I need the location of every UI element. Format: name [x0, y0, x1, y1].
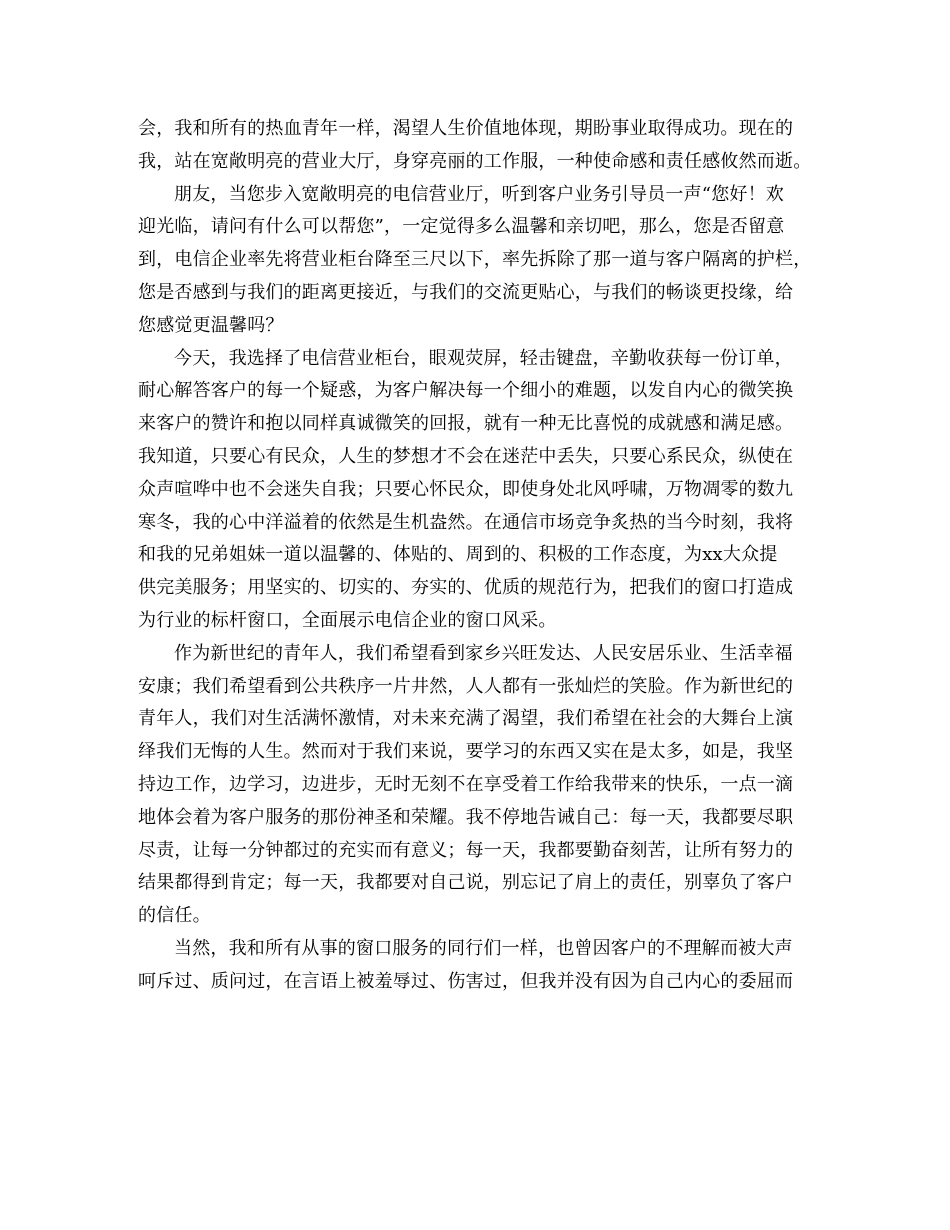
- text-line: 青年人，我们对生活满怀激情，对未来充满了渴望，我们希望在社会的大舞台上演: [138, 708, 794, 730]
- text-line: 结果都得到肯定；每一天，我都要对自己说，别忘记了肩上的责任，别辜负了客户: [138, 872, 794, 894]
- text-line: 朋友，当您步入宽敞明亮的电信营业厅，听到客户业务引导员一声“您好！欢: [174, 183, 784, 205]
- text-line: 和我的兄弟姐妹一道以温馨的、体贴的、周到的、积极的工作态度，为xx大众提: [138, 544, 778, 566]
- text-line: 众声喧哗中也不会迷失自我；只要心怀民众，即使身处北风呼啸，万物凋零的数九: [138, 478, 794, 500]
- text-line: 寒冬，我的心中洋溢着的依然是生机盎然。在通信市场竞争炙热的当今时刻，我将: [138, 511, 794, 533]
- text-line: 当然，我和所有从事的窗口服务的同行们一样，也曾因客户的不理解而被大声: [174, 937, 793, 959]
- text-line: 您感觉更温馨吗？: [138, 314, 284, 336]
- text-line: 来客户的赞许和抱以同样真诚微笑的回报，就有一种无比喜悦的成就感和满足感。: [138, 413, 794, 435]
- text-line: 到，电信企业率先将营业柜台降至三尺以下，率先拆除了那一道与客户隔离的护栏，: [138, 249, 812, 271]
- text-line: 绎我们无悔的人生。然而对于我们来说，要学习的东西又实在是太多，如是，我坚: [138, 741, 794, 763]
- text-line: 的信任。: [138, 905, 211, 927]
- text-line: 今天，我选择了电信营业柜台，眼观荧屏，轻击键盘，辛勤收获每一份订单，: [174, 347, 793, 369]
- text-line: 呵斥过、质问过，在言语上被羞辱过、伤害过，但我并没有因为自己内心的委屈而: [138, 970, 794, 992]
- text-line: 尽责，让每一分钟都过的充实而有意义；每一天，我都要勤奋刻苦，让所有努力的: [138, 839, 794, 861]
- text-line: 持边工作，边学习，边进步，无时无刻不在享受着工作给我带来的快乐，一点一滴: [138, 773, 794, 795]
- text-line: 耐心解答客户的每一个疑惑，为客户解决每一个细小的难题，以发自内心的微笑换: [138, 380, 794, 402]
- text-line: 迎光临，请问有什么可以帮您”，一定觉得多么温馨和亲切吧，那么，您是否留意: [138, 216, 785, 238]
- text-line: 会，我和所有的热血青年一样，渴望人生价值地体现，期盼事业取得成功。现在的: [138, 118, 794, 139]
- text-line: 您是否感到与我们的距离更接近，与我们的交流更贴心，与我们的畅谈更投缘，给: [138, 281, 794, 303]
- text-line: 我，站在宽敞明亮的营业大厅，身穿亮丽的工作服，一种使命感和责任感攸然而逝。: [138, 150, 812, 172]
- text-line: 地体会着为客户服务的那份神圣和荣耀。我不停地告诫自己：每一天，我都要尽职: [138, 806, 794, 828]
- text-line: 作为新世纪的青年人，我们希望看到家乡兴旺发达、人民安居乐业、生活幸福: [174, 642, 793, 664]
- text-line: 供完美服务；用坚实的、切实的、夯实的、优质的规范行为，把我们的窗口打造成: [138, 577, 794, 599]
- text-line: 为行业的标杆窗口，全面展示电信企业的窗口风采。: [138, 609, 557, 631]
- text-line: 我知道，只要心有民众，人生的梦想才不会在迷茫中丢失，只要心系民众，纵使在: [138, 445, 794, 467]
- text-line: 安康；我们希望看到公共秩序一片井然，人人都有一张灿烂的笑脸。作为新世纪的: [138, 675, 794, 697]
- document-body: [138, 113, 814, 999]
